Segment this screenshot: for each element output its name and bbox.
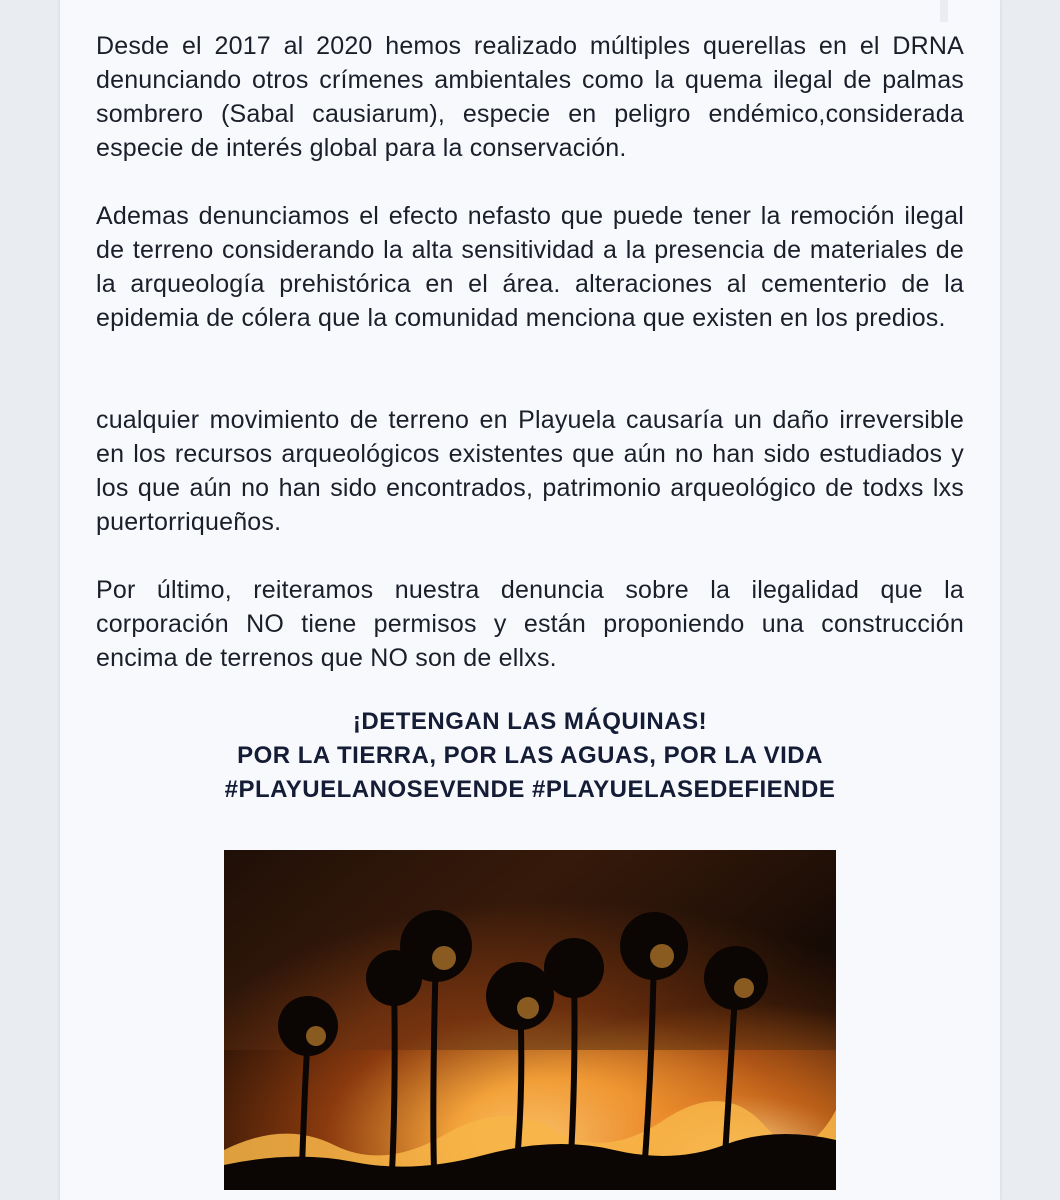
hashtag-no-se-vende: #PLAYUELANOSEVENDE [224,776,525,803]
hashtag-row [60,773,1000,807]
call-to-action [60,705,1000,807]
document-page [60,0,1000,1200]
paragraph-querellas: Desde el 2017 al 2020 hemos realizado múltiples querellas en el DRNA denunciando otros crímenes ambientales como la quema ilegal de palmas sombrero (Sabal causiarum), especie en peligro endémico,considerada especie de interés global para la conservación. [96,32,964,162]
paragraph-ilegalidad: Por último, reiteramos nuestra denuncia sobre la ilegalidad que la corporación NO tiene permisos y están proponiendo una construcción encima de terrenos que NO son de ellxs. [96,576,964,672]
cta-slogan: POR LA TIERRA, POR LAS AGUAS, POR LA VIDA [237,742,823,769]
paragraph-remocion-terreno: Ademas denunciamos el efecto nefasto que puede tener la remoción ilegal de terreno considerando la alta sensitividad a la presencia de materiales de la arqueología prehistórica en el área. alteraciones al cementerio de la epidemia de cólera que la comunidad menciona que existen en los predios. [96,202,964,332]
hashtag-se-defiende: #PLAYUELASEDEFIENDE [532,776,836,803]
paragraph-dano-arqueologico: cualquier movimiento de terreno en Playuela causaría un daño irreversible en los recursos arqueológicos existentes que aún no han sido estudiados y los que aún no han sido encontrados, patrimonio arqueológico de todxs lxs puertorriqueños. [96,406,964,536]
page-edge [940,0,948,22]
wildfire-illustration [224,850,836,1190]
wildfire-palms-photo [224,850,836,1190]
cta-headline: ¡DETENGAN LAS MÁQUINAS! [352,708,708,735]
